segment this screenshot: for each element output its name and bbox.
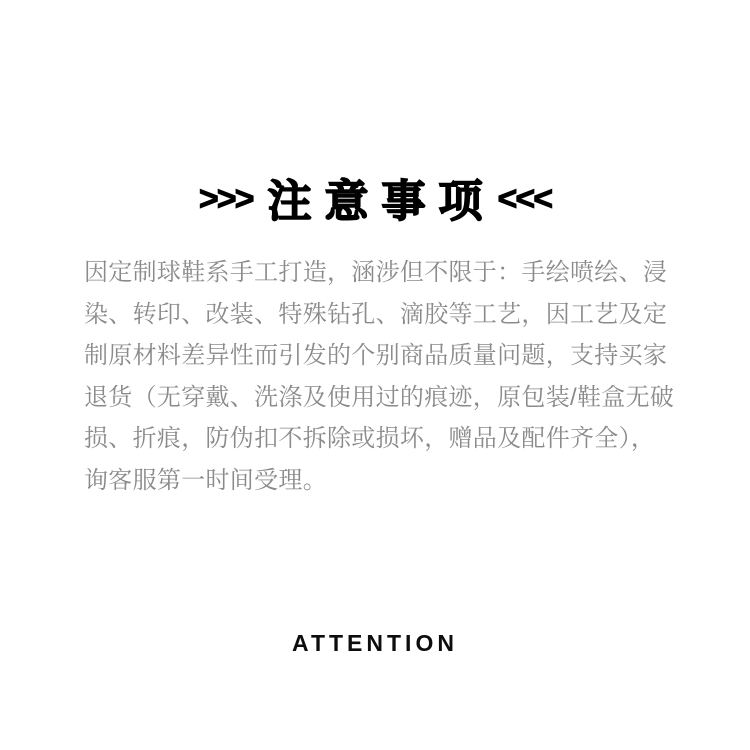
attention-label: ATTENTION	[292, 630, 458, 656]
notice-line: 退货（无穿戴、洗涤及使用过的痕迹，原包装/鞋盒无破	[84, 383, 675, 411]
notice-line: 因定制球鞋系手工打造，涵涉但不限于：手绘喷绘、浸	[84, 259, 668, 286]
page-title: 注意事项	[267, 177, 496, 226]
page-title-row	[0, 177, 750, 226]
notice-line: 损、折痕，防伪扣不拆除或损坏，赠品及配件齐全），	[84, 425, 656, 452]
notice-line: 制原材料差异性而引发的个别商品质量问题，支持买家	[84, 342, 668, 369]
notice-line: 染、转印、改装、特殊钻孔、滴胶等工艺，因工艺及定	[84, 300, 668, 328]
title-right-arrows-icon: <<<	[497, 180, 552, 218]
notice-paragraph	[84, 252, 675, 501]
notice-line: 询客服第一时间受理。	[84, 466, 327, 494]
title-left-arrows-icon: >>>	[198, 180, 253, 218]
